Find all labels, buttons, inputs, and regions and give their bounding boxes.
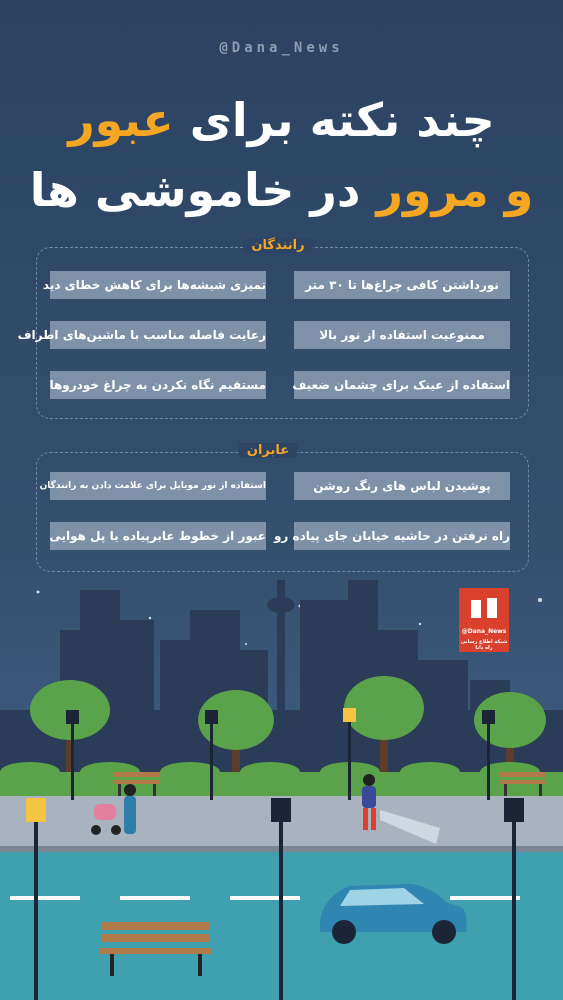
title-line-1-plain: چند نکته برای — [173, 93, 495, 147]
title-line-2-plain: در خاموشی ها — [29, 163, 377, 217]
title-line-1 — [0, 92, 563, 148]
drivers-label: رانندگان — [243, 238, 312, 253]
dana-logo-icon — [467, 594, 501, 624]
brand-logo — [459, 588, 509, 652]
title-line-2-highlight: و مرور — [376, 163, 534, 217]
driver-tip-3: ممنوعیت استفاده از نور بالا — [294, 321, 510, 349]
pedestrian-tip-2: استفاده از نور موبایل برای علامت دادن به رانندگان — [50, 472, 266, 500]
handle-text: @Dana_News — [219, 40, 344, 56]
brand-name: @Dana_News — [461, 628, 507, 635]
driver-tip-6: مستقیم نگاه نکردن به چراغ خودروها — [50, 371, 266, 399]
pedestrian-tip-4: عبور از خطوط عابرپیاده یا پل هوایی — [50, 522, 266, 550]
driver-tip-4: رعایت فاصله مناسب با ماشین‌های اطراف — [50, 321, 266, 349]
brand-tagline: شبکه اطلاع رسانی راه دانا — [460, 639, 508, 651]
pedestrians-group — [36, 443, 529, 572]
pedestrian-tip-3: راه نرفتن در حاشیه خیابان جای پیاده رو — [294, 522, 510, 550]
driver-tip-2: تمیزی شیشه‌ها برای کاهش خطای دید — [50, 271, 266, 299]
driver-tip-1: نورداشتن کافی چراغ‌ها تا ۳۰ متر — [294, 271, 510, 299]
pedestrians-label: عابران — [239, 443, 297, 458]
title-line-1-highlight: عبور — [68, 93, 174, 147]
driver-tip-5: استفاده از عینک برای چشمان ضعیف — [294, 371, 510, 399]
title-line-2 — [0, 162, 563, 218]
pedestrian-tip-1: پوشیدن لباس های رنگ روشن — [294, 472, 510, 500]
